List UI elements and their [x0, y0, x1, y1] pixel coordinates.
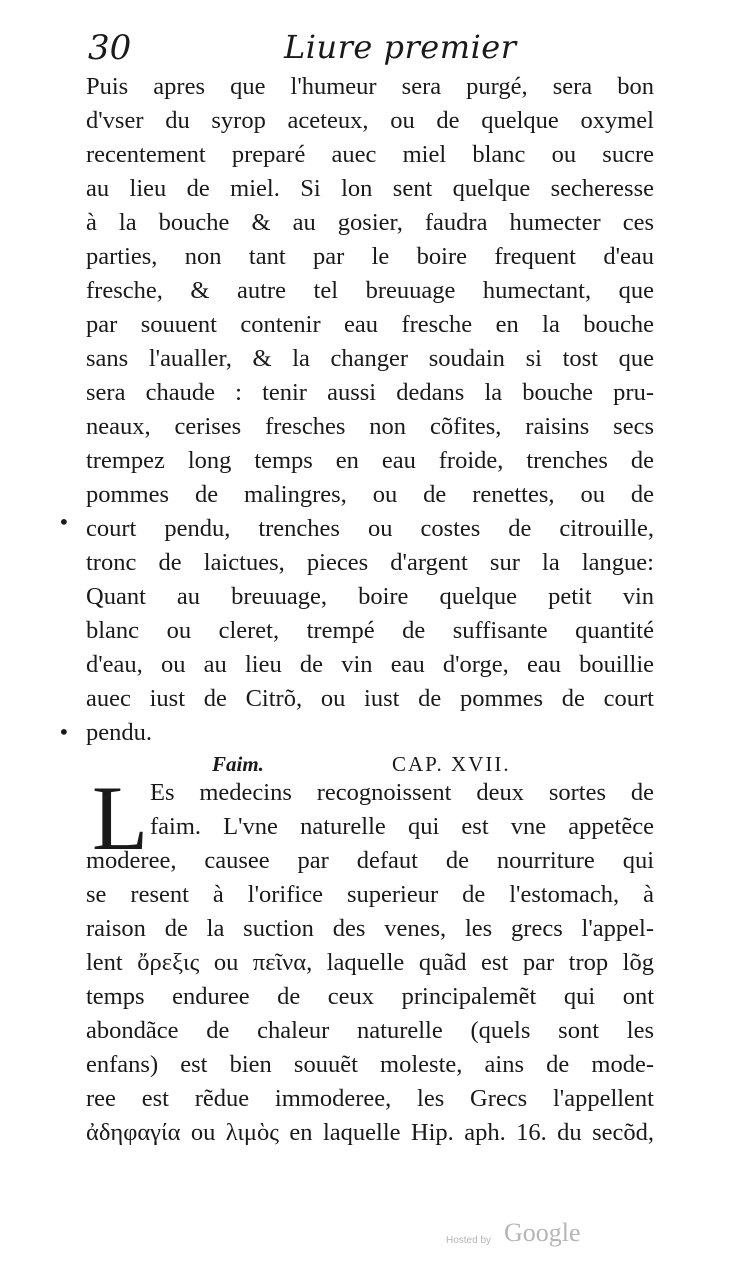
text-line: tronc de laictues, pieces d'argent sur la langue:: [86, 549, 654, 576]
text-line: blanc ou cleret, trempé de suffisante quantité: [86, 617, 654, 644]
text-line: recentement preparé auec miel blanc ou sucre: [86, 141, 654, 168]
text-line: lent ὄρεξις ou πεῖνα, laquelle quãd est par trop lõg: [86, 949, 654, 976]
text-line: trempez long temps en eau froide, trenches de: [86, 447, 654, 474]
text-line: sans l'aualler, & la changer soudain si tost que: [86, 345, 654, 372]
text-line: se resent à l'orifice superieur de l'estomach, à: [86, 881, 654, 908]
text-line: faim. L'vne naturelle qui est vne appetẽce: [150, 813, 654, 840]
page-header: [88, 28, 648, 68]
text-line: ἀδηφαγία ou λιμὸς en laquelle Hip. aph. 16. du secõd,: [86, 1119, 654, 1146]
text-line: parties, non tant par le boire frequent d'eau: [86, 243, 654, 270]
text-line: temps enduree de ceux principalemẽt qui ont: [86, 983, 654, 1010]
page-number: 30: [88, 28, 132, 68]
text-line: fresche, & autre tel breuuage humectant, que: [86, 277, 654, 304]
text-line: par souuent contenir eau fresche en la bouche: [86, 311, 654, 338]
text-line: pendu.: [86, 719, 152, 746]
text-line: d'eau, ou au lieu de vin eau d'orge, eau bouillie: [86, 651, 654, 678]
text-line: Es medecins recognoissent deux sortes de: [150, 779, 654, 806]
text-line: au lieu de miel. Si lon sent quelque secheresse: [86, 175, 654, 202]
text-line: à la bouche & au gosier, faudra humecter ces: [86, 209, 654, 236]
chapter-title: Faim.: [212, 752, 264, 776]
text-line: ree est rẽdue immoderee, les Grecs l'appellent: [86, 1085, 654, 1112]
text-line: auec iust de Citrõ, ou iust de pommes de court: [86, 685, 654, 712]
text-line: moderee, causee par defaut de nourriture qui: [86, 847, 654, 874]
google-watermark: [446, 1218, 616, 1254]
margin-mark: •: [58, 510, 70, 534]
chapter-number: CAP. XVII.: [392, 752, 511, 776]
text-line: abondãce de chaleur naturelle (quels sont les: [86, 1017, 654, 1044]
text-line: court pendu, trenches ou costes de citrouille,: [86, 515, 654, 542]
text-line: enfans) est bien souuẽt moleste, ains de mode-: [86, 1051, 654, 1078]
drop-cap: L: [92, 767, 149, 869]
google-logo: Google: [504, 1218, 581, 1247]
text-line: neaux, cerises fresches non cõfites, raisins secs: [86, 413, 654, 440]
text-line: d'vser du syrop aceteux, ou de quelque oxymel: [86, 107, 654, 134]
text-line: pommes de malingres, ou de renettes, ou de: [86, 481, 654, 508]
text-line: raison de la suction des venes, les grecs l'appel-: [86, 915, 654, 942]
text-line: Puis apres que l'humeur sera purgé, sera bon: [86, 73, 654, 100]
text-line: sera chaude : tenir aussi dedans la bouche pru-: [86, 379, 654, 406]
running-head: Liure premier: [284, 28, 517, 66]
watermark-hosted-by: Hosted by: [446, 1235, 492, 1246]
text-line: Quant au breuuage, boire quelque petit vin: [86, 583, 654, 610]
margin-mark: •: [58, 720, 70, 744]
